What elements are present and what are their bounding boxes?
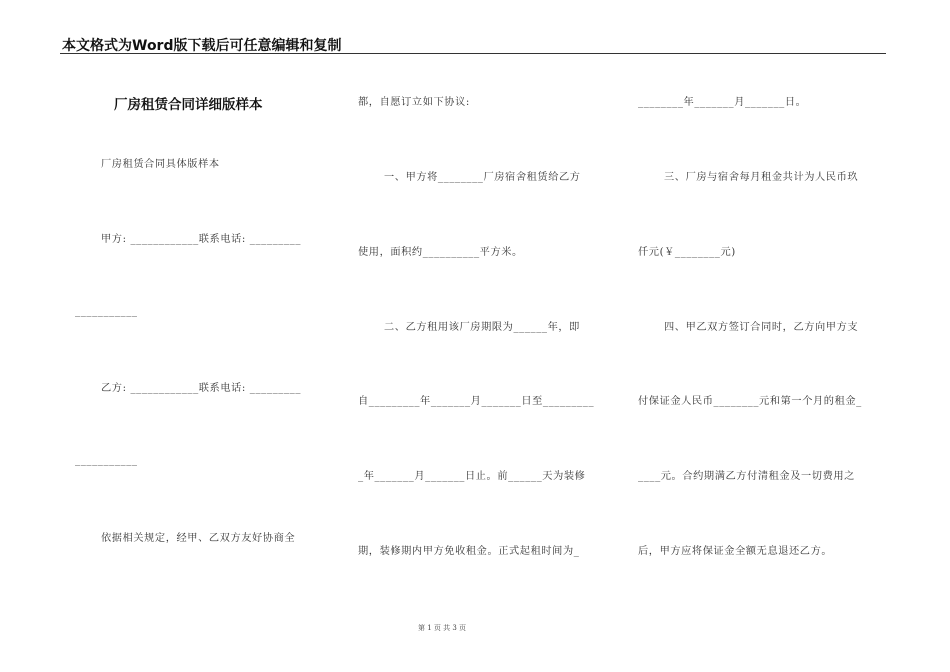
text-line: 一、甲方将________厂房宿舍租赁给乙方 [384,172,581,183]
text-line: 都，自愿订立如下协议: [358,97,470,108]
text-line: 二、乙方租用该厂房期限为______年，即 [384,322,580,333]
text-line: ___________ [75,455,138,466]
document-header: 本文格式为Word版下载后可任意编辑和复制 [62,38,342,54]
header-rule [60,53,886,54]
text-line: 使用，面积约__________平方米。 [358,247,523,258]
text-line: ____元。合约期满乙方付清租金及一切费用之 [638,471,855,482]
text-line: ________年_______月_______日。 [638,97,807,108]
text-line: 三、厂房与宿舍每月租金共计为人民币玖 [664,172,859,183]
text-line: _年_______月_______日止。前______天为装修 [358,471,586,482]
document-title: 厂房租赁合同详细版样本 [114,97,263,113]
text-line: 四、甲乙双方签订合同时，乙方向甲方支 [664,322,859,333]
page-number-footer: 第 1 页 共 3 页 [417,624,467,632]
text-line: 依据相关规定，经甲、乙双方友好协商全 [101,533,296,544]
text-line: ___________ [75,306,138,317]
text-line: 乙方: ____________联系电话: _________ [101,383,302,394]
text-line: 付保证金人民币________元和第一个月的租金_ [638,396,862,407]
text-line: 后，甲方应将保证金全额无息退还乙方。 [638,546,833,557]
text-line: 自_________年_______月_______日至_________ [358,396,595,407]
text-line: 期，装修期内甲方免收租金。正式起租时间为_ [358,546,580,557]
text-line: 仟元(￥________元) [638,247,736,258]
text-line: 甲方: ____________联系电话: _________ [101,234,302,245]
text-line: 厂房租赁合同具体版样本 [101,159,220,170]
